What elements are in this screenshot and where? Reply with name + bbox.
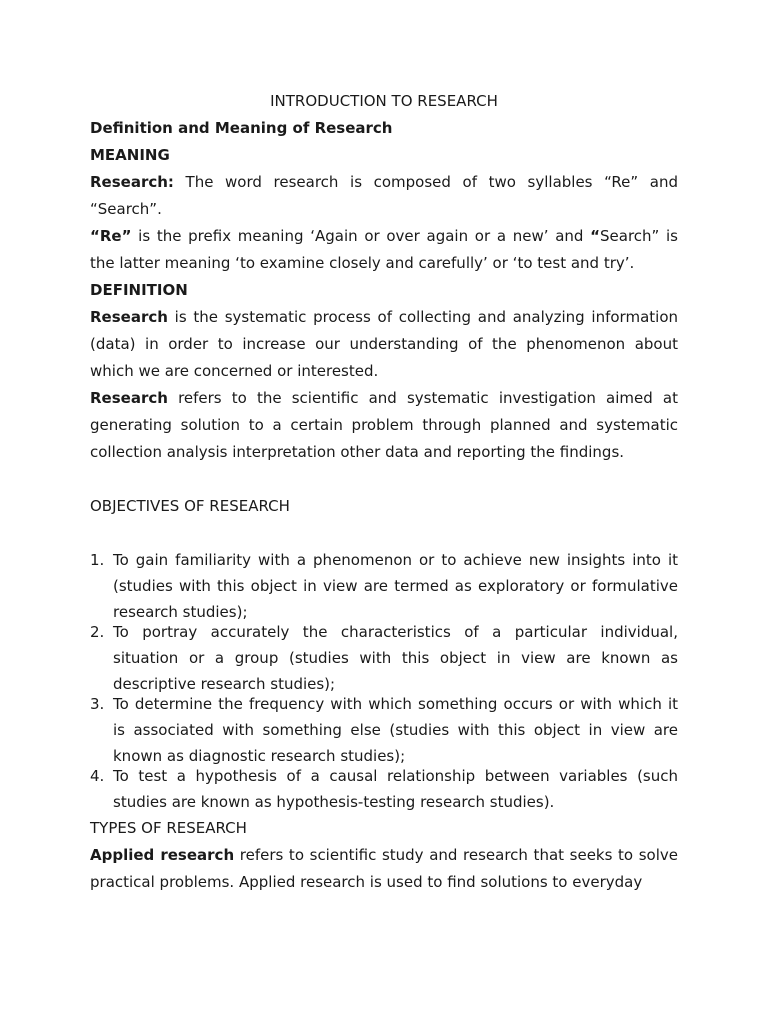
meaning-heading: MEANING: [90, 146, 170, 164]
list-text: To portray accurately the characteristics of a particular individual, situation or a group (studies with this object in view are known as descriptive research studies);: [113, 623, 678, 693]
definition-paragraph-2: [90, 385, 678, 466]
definition-heading: DEFINITION: [90, 281, 188, 299]
document-subtitle: Definition and Meaning of Research: [90, 119, 393, 137]
list-item: [90, 619, 678, 697]
objectives-list: [90, 547, 678, 815]
def1-text: is the systematic process of collecting and analyzing information (data) in order to increase our understanding of the phenomenon about which we are concerned or interested.: [90, 308, 678, 380]
list-number: 2.: [90, 623, 105, 641]
research-label: Research:: [90, 173, 174, 191]
list-item: [90, 763, 678, 815]
research-meaning-paragraph: [90, 169, 678, 223]
research-text: The word research is composed of two syllables “Re” and “Search”.: [90, 173, 678, 218]
list-text: To test a hypothesis of a causal relationship between variables (such studies are known as hypothesis-testing research studies).: [113, 767, 678, 811]
list-item: [90, 547, 678, 625]
search-text: Search” is the latter meaning ‘to examine closely and carefully’ or ‘to test and try’.: [90, 227, 678, 272]
def2-text: refers to the scientific and systematic investigation aimed at generating solution to a certain problem through planned and systematic collection analysis interpretation other data and reporting the findings.: [90, 389, 678, 461]
applied-research-paragraph: [90, 842, 678, 896]
types-heading: TYPES OF RESEARCH: [90, 819, 247, 837]
re-text: is the prefix meaning ‘Again or over again or a new’ and: [131, 227, 591, 245]
spacer: [90, 466, 678, 493]
def1-label: Research: [90, 308, 168, 326]
applied-label: Applied research: [90, 846, 235, 864]
list-text: To determine the frequency with which something occurs or with which it is associated with something else (studies with this object in view are known as diagnostic research studies);: [113, 695, 678, 765]
applied-text: refers to scientific study and research that seeks to solve practical problems. Applied research is used to find solutions to everyday: [90, 846, 678, 891]
definition-paragraph-1: [90, 304, 678, 385]
document-title: INTRODUCTION TO RESEARCH: [270, 92, 498, 110]
objectives-heading: OBJECTIVES OF RESEARCH: [90, 497, 290, 515]
list-item: [90, 691, 678, 769]
document-page: [90, 88, 678, 896]
re-label: “Re”: [90, 227, 132, 245]
re-prefix-paragraph: [90, 223, 678, 277]
list-text: To gain familiarity with a phenomenon or to achieve new insights into it (studies with this object in view are termed as exploratory or formulative research studies);: [113, 551, 678, 621]
spacer: [90, 520, 678, 547]
list-number: 4.: [90, 767, 105, 785]
list-number: 1.: [90, 551, 105, 569]
list-number: 3.: [90, 695, 105, 713]
def2-label: Research: [90, 389, 168, 407]
search-quote: “: [590, 227, 600, 245]
